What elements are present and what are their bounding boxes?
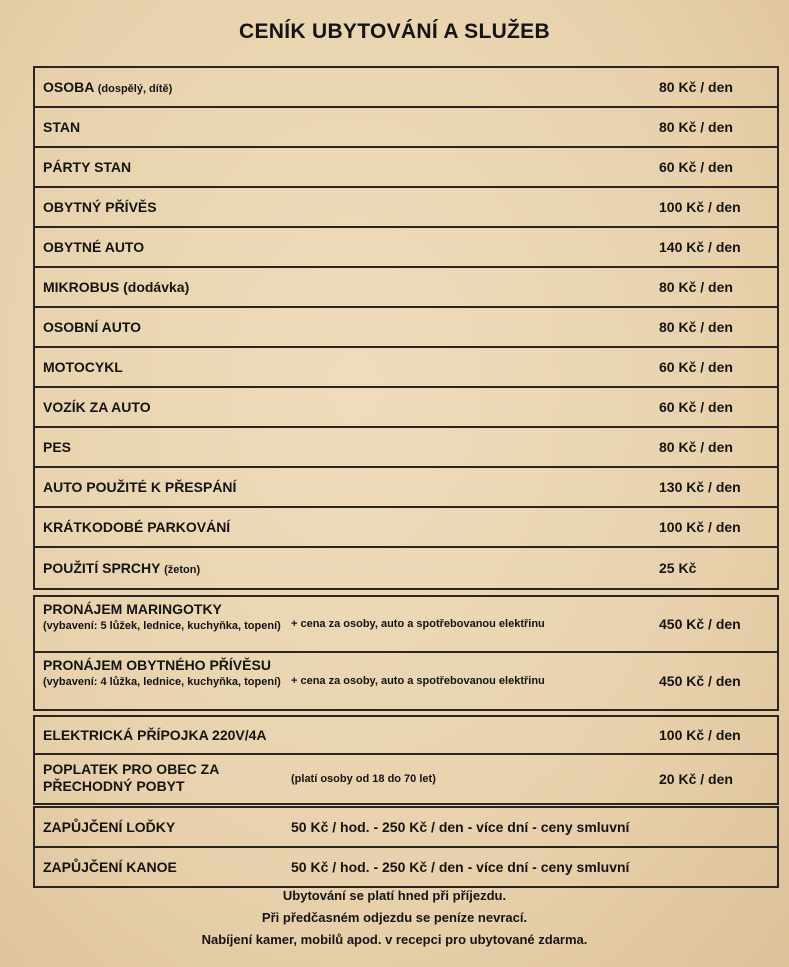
page-title: CENÍK UBYTOVÁNÍ A SLUŽEB	[239, 20, 550, 43]
item-name: STAN	[43, 119, 81, 135]
item-price: 60 Kč / den	[659, 359, 733, 375]
item-price: 80 Kč / den	[659, 279, 733, 295]
item-name: POUŽITÍ SPRCHY	[43, 560, 161, 576]
item-price: 60 Kč / den	[659, 399, 733, 415]
price-row-auto-prespani	[35, 468, 777, 508]
item-price: 450 Kč / den	[659, 673, 741, 689]
rental-row-maringotka	[35, 597, 777, 653]
item-price: 100 Kč / den	[659, 199, 741, 215]
item-name: PES	[43, 439, 72, 455]
item-name: PÁRTY STAN	[43, 159, 132, 175]
price-row-osoba	[35, 68, 777, 108]
item-price: 80 Kč / den	[659, 439, 733, 455]
rental-row-obytny-prives	[35, 653, 777, 709]
price-row-motocykl	[35, 348, 777, 388]
price-row-stan	[35, 108, 777, 148]
item-price: 25 Kč	[659, 560, 697, 576]
footer-note: Nabíjení kamer, mobilů apod. v recepci pro ubytované zdarma.	[201, 932, 588, 947]
item-price: 100 Kč / den	[659, 519, 741, 535]
footer-note: Při předčasném odjezdu se peníze nevrací.	[261, 910, 528, 925]
item-rates: 50 Kč / hod. - 250 Kč / den - více dní - ceny smluvní	[291, 819, 630, 835]
item-note: (dospělý, dítě)	[97, 83, 173, 95]
item-price: 80 Kč / den	[659, 319, 733, 335]
item-name: MOTOCYKL	[43, 359, 123, 375]
fee-row-tax	[35, 755, 777, 803]
item-price: 80 Kč / den	[659, 79, 733, 95]
item-extra: + cena za osoby, auto a spotřebovanou elektřinu	[291, 618, 545, 630]
price-row-osobni-auto	[35, 308, 777, 348]
item-extra: + cena za osoby, auto a spotřebovanou elektřinu	[291, 675, 545, 687]
rental-table	[33, 595, 779, 711]
item-name: ZAPŮJČENÍ LOĎKY	[43, 819, 176, 835]
footer-note: Ubytování se platí hned při příjezdu.	[282, 888, 507, 903]
item-price: 80 Kč / den	[659, 119, 733, 135]
price-row-sprcha	[35, 548, 777, 588]
fees-table	[33, 715, 779, 805]
item-price: 450 Kč / den	[659, 616, 741, 632]
item-name: OSOBA	[43, 79, 94, 95]
item-rates: 50 Kč / hod. - 250 Kč / den - více dní - ceny smluvní	[291, 859, 630, 875]
item-name: AUTO POUŽITÉ K PŘESPÁNÍ	[43, 479, 237, 495]
item-name: ELEKTRICKÁ PŘÍPOJKA 220V/4A	[43, 727, 267, 743]
item-equipment: (vybavení: 4 lůžka, lednice, kuchyňka, topení)	[43, 676, 281, 688]
item-price: 60 Kč / den	[659, 159, 733, 175]
item-name: MIKROBUS (dodávka)	[43, 279, 190, 295]
item-name: OSOBNÍ AUTO	[43, 319, 142, 335]
item-note: (platí osoby od 18 do 70 let)	[291, 773, 436, 785]
item-name: PRONÁJEM MARINGOTKY	[43, 601, 222, 617]
boat-row-lodka	[35, 808, 777, 848]
item-name: POPLATEK PRO OBEC ZA PŘECHODNÝ POBYT	[43, 761, 219, 794]
price-row-party-stan	[35, 148, 777, 188]
item-price: 20 Kč / den	[659, 771, 733, 787]
price-row-parkovani	[35, 508, 777, 548]
item-name: KRÁTKODOBÉ PARKOVÁNÍ	[43, 519, 231, 535]
item-name: OBYTNÉ AUTO	[43, 239, 145, 255]
item-name: PRONÁJEM OBYTNÉHO PŘÍVĚSU	[43, 657, 271, 673]
price-row-mikrobus	[35, 268, 777, 308]
price-row-obytny-prives	[35, 188, 777, 228]
basic-price-table	[33, 66, 779, 590]
item-name: OBYTNÝ PŘÍVĚS	[43, 199, 157, 215]
item-price: 130 Kč / den	[659, 479, 741, 495]
item-note: (žeton)	[164, 564, 201, 576]
fee-row-electric	[35, 717, 777, 755]
boat-table	[33, 806, 779, 888]
item-price: 140 Kč / den	[659, 239, 741, 255]
item-name: ZAPŮJČENÍ KANOE	[43, 859, 177, 875]
price-row-obytne-auto	[35, 228, 777, 268]
item-price: 100 Kč / den	[659, 727, 741, 743]
boat-row-kanoe	[35, 848, 777, 886]
price-row-vozik	[35, 388, 777, 428]
item-name: VOZÍK ZA AUTO	[43, 399, 151, 415]
item-equipment: (vybavení: 5 lůžek, lednice, kuchyňka, topení)	[43, 620, 281, 632]
price-row-pes	[35, 428, 777, 468]
